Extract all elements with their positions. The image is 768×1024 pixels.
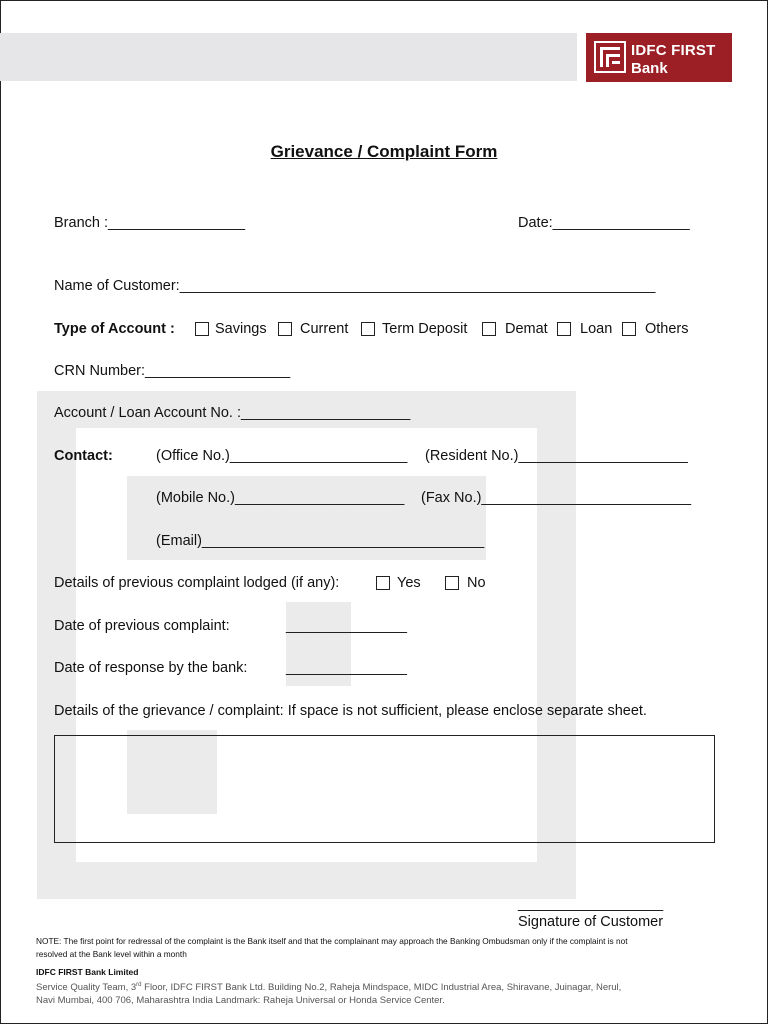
office-number-field[interactable]: (Office No.)______________________ bbox=[156, 448, 408, 464]
mobile-number-field[interactable]: (Mobile No.)_____________________ bbox=[156, 490, 405, 506]
customer-name-field[interactable]: Name of Customer:___________________________________________________________ bbox=[54, 278, 656, 294]
yes-checkbox[interactable] bbox=[376, 576, 390, 590]
signature-label: Signature of Customer bbox=[518, 914, 664, 930]
previous-complaint-label: Details of previous complaint lodged (if any): bbox=[54, 575, 340, 591]
bank-logo bbox=[586, 33, 732, 82]
logo-mark-icon bbox=[594, 41, 626, 73]
logo-text-line1: IDFC FIRST bbox=[631, 42, 716, 59]
company-address: Service Quality Team, 3rd Floor, IDFC FIRST Bank Ltd. Building No.2, Raheja Mindspace, MIDC Industrial Area, Shiravane, Juinagar, Nerul, Navi Mumbai, 400 706, Maharashtra India Landmark: Raheja Universal or Honda Service Center. bbox=[36, 982, 622, 1007]
loan-label: Loan bbox=[580, 321, 613, 337]
contact-label: Contact: bbox=[54, 448, 113, 464]
note-line-2: resolved at the Bank level within a month bbox=[36, 949, 187, 959]
demat-checkbox[interactable] bbox=[482, 322, 496, 336]
others-checkbox[interactable] bbox=[622, 322, 636, 336]
no-checkbox[interactable] bbox=[445, 576, 459, 590]
header-bar bbox=[0, 33, 577, 81]
company-name: IDFC FIRST Bank Limited bbox=[36, 967, 139, 977]
others-label: Others bbox=[645, 321, 689, 337]
response-date-field[interactable]: _______________ bbox=[286, 660, 407, 676]
savings-checkbox[interactable] bbox=[195, 322, 209, 336]
branch-field[interactable]: Branch :_________________ bbox=[54, 215, 246, 231]
footer-note bbox=[36, 935, 726, 961]
date-field[interactable]: Date:_________________ bbox=[518, 215, 690, 231]
resident-number-field[interactable]: (Resident No.)_____________________ bbox=[425, 448, 688, 464]
loan-checkbox[interactable] bbox=[557, 322, 571, 336]
previous-complaint-date-label: Date of previous complaint: bbox=[54, 618, 230, 634]
savings-label: Savings bbox=[215, 321, 267, 337]
fax-number-field[interactable]: (Fax No.)__________________________ bbox=[421, 490, 692, 506]
logo-text-line2: Bank bbox=[631, 60, 668, 77]
term-deposit-label: Term Deposit bbox=[382, 321, 468, 337]
signature-line[interactable]: __________________ bbox=[518, 896, 664, 912]
crn-field[interactable]: CRN Number:__________________ bbox=[54, 363, 291, 379]
form-title: Grievance / Complaint Form bbox=[270, 142, 498, 161]
response-date-label: Date of response by the bank: bbox=[54, 660, 248, 676]
account-number-field[interactable]: Account / Loan Account No. :_____________________ bbox=[54, 405, 411, 421]
account-type-label: Type of Account : bbox=[54, 321, 175, 337]
yes-label: Yes bbox=[397, 575, 421, 591]
demat-label: Demat bbox=[505, 321, 548, 337]
current-label: Current bbox=[300, 321, 349, 337]
email-field[interactable]: (Email)___________________________________ bbox=[156, 533, 485, 549]
details-box[interactable] bbox=[54, 735, 715, 843]
current-checkbox[interactable] bbox=[278, 322, 292, 336]
details-instruction: Details of the grievance / complaint: If space is not sufficient, please enclose separate sheet. bbox=[54, 703, 647, 719]
term-deposit-checkbox[interactable] bbox=[361, 322, 375, 336]
previous-complaint-date-field[interactable]: _______________ bbox=[286, 618, 407, 634]
no-label: No bbox=[467, 575, 486, 591]
note-line-1: NOTE: The first point for redressal of the complaint is the Bank itself and that the complainant may approach the Banking Ombudsman only if the complaint is not bbox=[36, 936, 628, 946]
